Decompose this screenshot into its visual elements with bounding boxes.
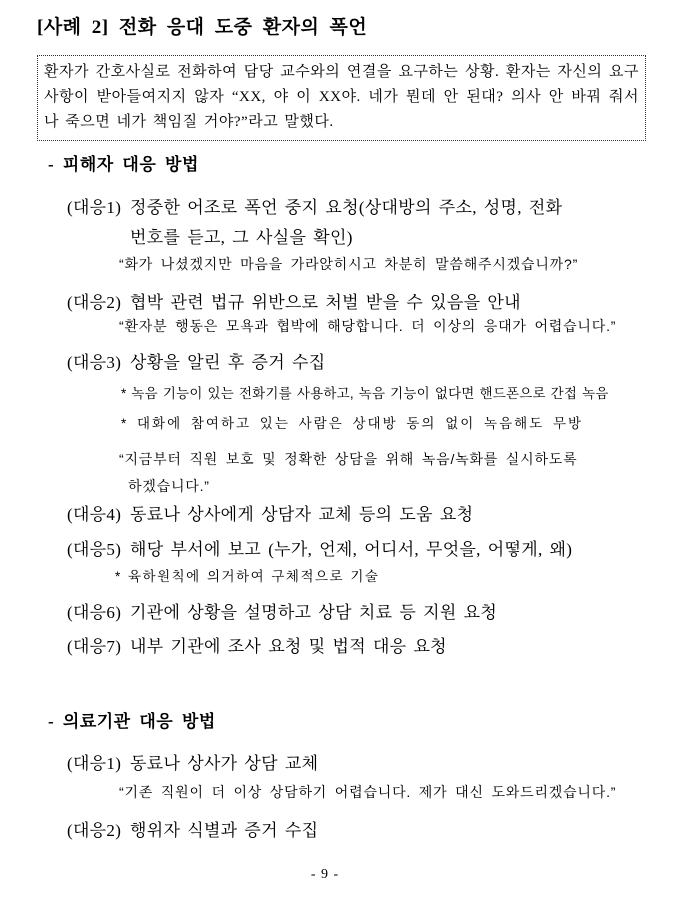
institution-section-heading: - 의료기관 대응 방법 <box>48 712 216 731</box>
response-label: (대응1) <box>67 198 122 217</box>
response-line: 번호를 듣고, 그 사실을 확인) <box>130 228 353 247</box>
response-label: (대응2) <box>67 821 122 840</box>
victim-section-heading: - 피해자 대응 방법 <box>48 155 199 174</box>
response-text <box>130 535 646 565</box>
note-bullet-consent: * 대화에 참여하고 있는 사람은 상대방 동의 없이 녹음해도 무방 <box>121 416 584 431</box>
note-bullet-recording-device: * 녹음 기능이 있는 전화기를 사용하고, 녹음 기능이 없다면 핸드폰으로 간접 녹음 <box>121 386 609 401</box>
response-line: 협박 관련 법규 위반으로 처벌 받을 수 있음을 안내 <box>130 293 521 312</box>
response-text <box>130 288 646 318</box>
response-label: (대응5) <box>67 540 122 559</box>
response-line: 내부 기관에 조사 요청 및 법적 대응 요청 <box>130 637 447 656</box>
response-text <box>130 348 646 378</box>
response-item-i2 <box>67 816 646 846</box>
case-description-text: 환자가 간호사실로 전화하여 담당 교수와의 연결을 요구하는 상황. 환자는 자신의 요구사항이 받아들여지지 않자 “XX, 야 이 XX야. 네가 뭔데 안 된대? 의사 안 바꿔 줘서 나 죽으면 네가 책임질 거야?”라고 말했다. <box>44 64 639 130</box>
response-line: 상황을 알린 후 증거 수집 <box>130 353 326 372</box>
response-label: (대응1) <box>67 754 122 773</box>
response-label: (대응4) <box>67 505 122 524</box>
response-label: (대응6) <box>67 603 122 622</box>
response-item-v5 <box>67 535 646 565</box>
response-item-i1 <box>67 749 646 779</box>
page-number: - 9 - <box>310 867 340 882</box>
response-line: 해당 부서에 보고 (누가, 언제, 어디서, 무엇을, 어떻게, 왜) <box>130 540 573 559</box>
response-text <box>130 598 646 628</box>
page-title: [사례 2] 전화 응대 도중 환자의 폭언 <box>37 17 368 38</box>
response-item-v3 <box>67 348 646 378</box>
response-label: (대응2) <box>67 293 122 312</box>
response-line: 정중한 어조로 폭언 중지 요청(상대방의 주소, 성명, 전화 <box>130 198 563 217</box>
response-text <box>130 632 646 662</box>
response-item-v6 <box>67 598 646 628</box>
response-text <box>130 816 646 846</box>
response-label: (대응3) <box>67 353 122 372</box>
example-quote-line: 하겠습니다.” <box>128 478 210 494</box>
response-line: 행위자 식별과 증거 수집 <box>130 821 319 840</box>
example-quote-v3 <box>119 446 646 500</box>
response-line: 동료나 상사에게 상담자 교체 등의 도움 요청 <box>130 505 474 524</box>
case-description-box <box>37 55 646 141</box>
response-item-v7 <box>67 632 646 662</box>
response-item-v1 <box>67 193 646 253</box>
example-quote-v1: “화가 나셨겠지만 마음을 가라앉히시고 차분히 말씀해주시겠습니까?” <box>119 256 579 272</box>
example-quote-i1: “기존 직원이 더 이상 상담하기 어렵습니다. 제가 대신 도와드리겠습니다.” <box>119 784 617 800</box>
response-item-v4 <box>67 500 646 530</box>
response-line: 기관에 상황을 설명하고 상담 치료 등 지원 요청 <box>130 603 498 622</box>
response-line: 동료나 상사가 상담 교체 <box>130 754 319 773</box>
response-text <box>130 500 646 530</box>
response-item-v2 <box>67 288 646 318</box>
response-text <box>130 193 646 253</box>
example-quote-line: “지금부터 직원 보호 및 정확한 상담을 위해 녹음/녹화를 실시하도록 <box>119 451 578 467</box>
example-quote-v2: “환자분 행동은 모욕과 협박에 해당합니다. 더 이상의 응대가 어렵습니다.” <box>119 318 617 334</box>
response-text <box>130 749 646 779</box>
note-bullet-5w1h: * 육하원칙에 의거하여 구체적으로 기술 <box>115 569 380 584</box>
response-label: (대응7) <box>67 637 122 656</box>
